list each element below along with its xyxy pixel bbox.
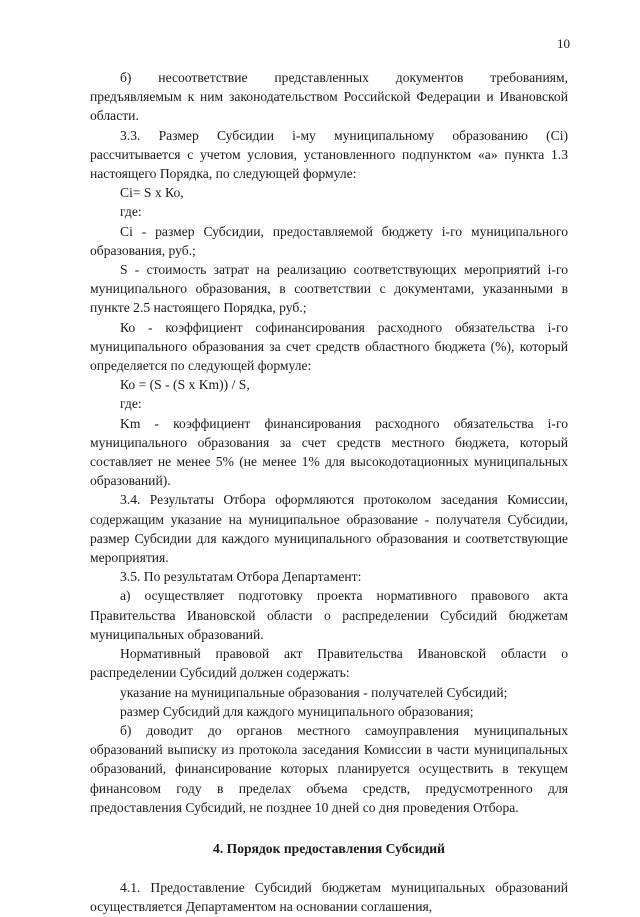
page-number: 10 <box>557 36 570 51</box>
section-heading: 4. Порядок предоставления Субсидий <box>213 840 445 856</box>
paragraph-3-4: 3.4. Результаты Отбора оформляются протоколом заседания Комиссии, содержащим указание на муниципальное образование - получателя Субсидии, размер Субсидии для каждого муниципального образования и соответствующие мероприятия. <box>90 492 568 566</box>
document-body <box>90 68 568 917</box>
paragraph-3-3: 3.3. Размер Субсидии i-му муниципальному образованию (Ci) рассчитывается с учетом условия, установленного подпунктом «а» пункта 1.3 настоящего Порядка, по следующей формуле: <box>90 127 568 182</box>
list-item-amounts: размер Субсидий для каждого муниципального образования; <box>120 703 474 719</box>
list-item-recipients: указание на муниципальные образования - получателей Субсидий; <box>120 684 508 700</box>
paragraph-3-5: 3.5. По результатам Отбора Департамент: <box>120 569 362 585</box>
paragraph-3-5b: б) доводит до органов местного самоуправления муниципальных образований выписку из протокола заседания Комиссии в части муниципальных образований, финансирование которых планируется осуществить в текущем финансовом году в пределах объема средств, предусмотренного для предоставления Субсидий, не позднее 10 дней со дня проведения Отбора. <box>90 722 568 815</box>
paragraph-normative-act: Нормативный правовой акт Правительства Ивановской области о распределении Субсидий должен содержать: <box>90 646 568 681</box>
formula-ko: Ко = (S - (S x Km)) / S, <box>120 377 250 393</box>
paragraph-4-1: 4.1. Предоставление Субсидий бюджетам муниципальных образований осуществляется Департаментом на основании соглашения, <box>90 880 568 915</box>
definition-ci: Ci - размер Субсидии, предоставляемой бюджету i-го муниципального образования, руб.; <box>90 223 568 258</box>
definition-ko: Ко - коэффициент софинансирования расходного обязательства i-го муниципального образования за счет средств областного бюджета (%), который определяется по следующей формуле: <box>90 319 568 374</box>
paragraph-3-5a: а) осуществляет подготовку проекта нормативного правового акта Правительства Ивановской области о распределении Субсидий бюджетам муниципальных образований. <box>90 588 568 642</box>
formula-where-label: где: <box>120 204 142 220</box>
paragraph-3-2b: б) несоответствие представленных документов требованиям, предъявляемым к ним законодательством Российской Федерации и Ивановской области. <box>90 70 568 124</box>
formula-ci: Ci= S x Ко, <box>120 185 184 201</box>
definition-km: Km - коэффициент финансирования расходного обязательства i-го муниципального образования за счет средств местного бюджета, который составляет не менее 5% (не менее 1% для высокодотационных муниципальных образований). <box>90 415 568 489</box>
definition-s: S - стоимость затрат на реализацию соответствующих мероприятий i-го муниципального образования, в соответствии с документами, указанными в пункте 2.5 настоящего Порядка, руб.; <box>90 262 568 316</box>
formula-where-label-2: где: <box>120 396 142 412</box>
